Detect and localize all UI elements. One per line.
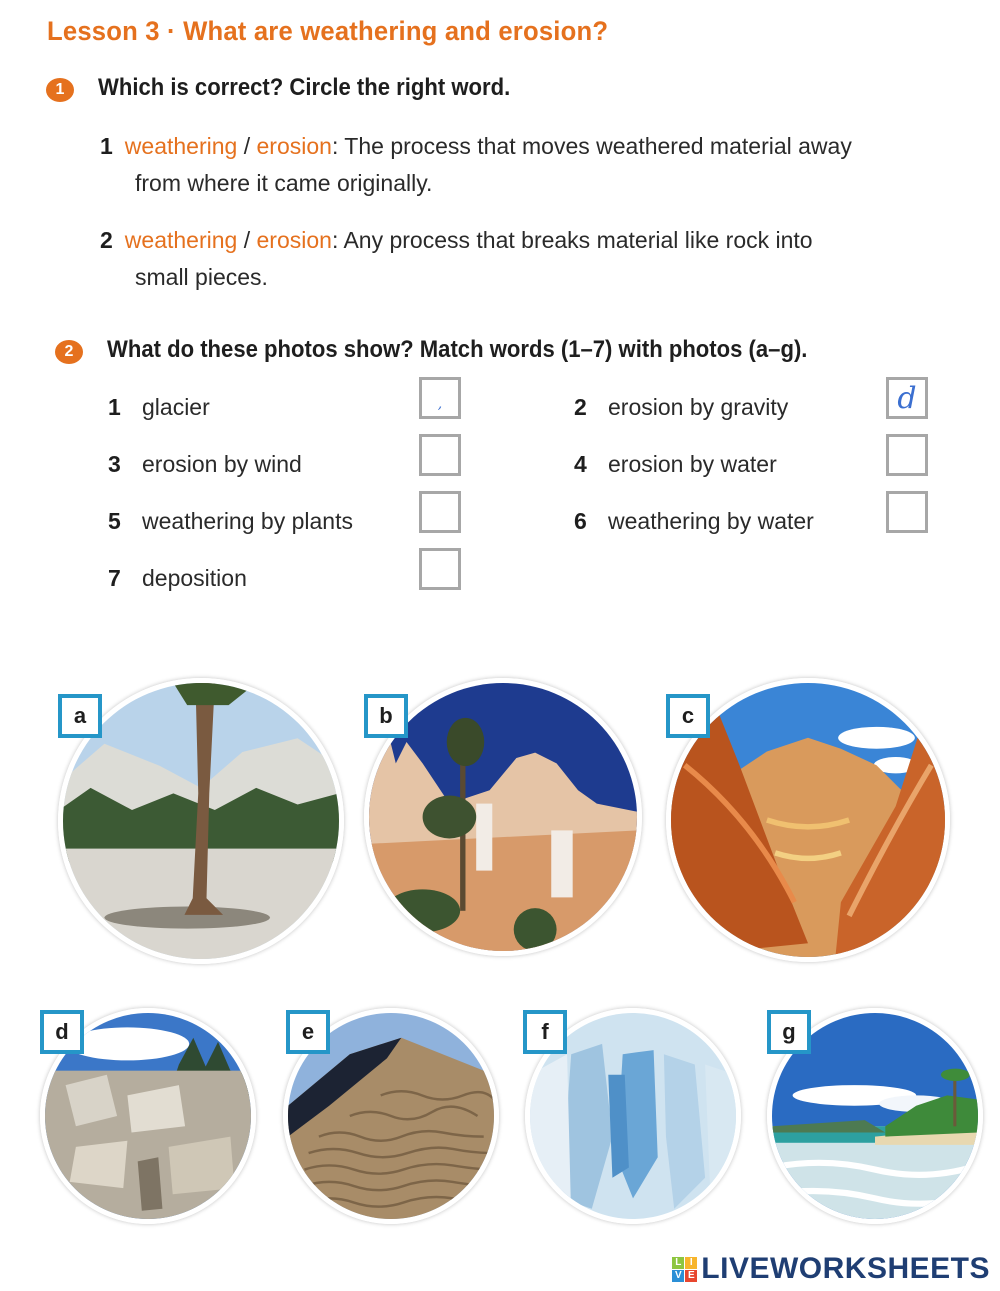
item-number: 5 — [108, 508, 121, 534]
photo-label-f: f — [523, 1010, 567, 1054]
photo-b-image — [369, 683, 637, 951]
item-text-continued: small pieces. — [135, 264, 268, 290]
answer-box-2[interactable]: d — [886, 377, 928, 419]
item-text: : The process that moves weathered material away — [331, 133, 852, 159]
item-number: 2 — [100, 227, 113, 253]
photo-c-image — [671, 683, 945, 957]
photo-a-image — [63, 683, 339, 959]
slash: / — [237, 133, 257, 159]
match-item-7 — [108, 565, 247, 592]
logo-letter: L — [672, 1257, 684, 1269]
match-item-2 — [574, 394, 788, 421]
item-label: deposition — [142, 565, 247, 591]
photo-label-d: d — [40, 1010, 84, 1054]
photo-label-b: b — [364, 694, 408, 738]
option-erosion[interactable]: erosion — [256, 133, 332, 159]
item-label: erosion by water — [608, 451, 777, 477]
answer-box-4[interactable] — [886, 434, 928, 476]
logo-letter: E — [685, 1270, 697, 1282]
match-item-1 — [108, 394, 210, 421]
option-weathering[interactable]: weathering — [124, 133, 238, 159]
answer-box-3[interactable] — [419, 434, 461, 476]
photo-label-a: a — [58, 694, 102, 738]
exercise-1-badge: 1 — [46, 78, 74, 102]
match-item-6 — [574, 508, 814, 535]
item-text: : Any process that breaks material like rock into — [331, 227, 813, 253]
item-label: weathering by plants — [142, 508, 353, 534]
answer-box-5[interactable] — [419, 491, 461, 533]
match-item-5 — [108, 508, 353, 535]
match-item-3 — [108, 451, 302, 478]
item-label: glacier — [142, 394, 210, 420]
photo-label-g: g — [767, 1010, 811, 1054]
item-number: 2 — [574, 394, 587, 420]
page-title: Lesson 3 · What are weathering and erosion? — [47, 16, 609, 46]
logo-text: LIVEWORKSHEETS — [701, 1252, 990, 1285]
option-erosion[interactable]: erosion — [256, 227, 332, 253]
item-label: erosion by gravity — [608, 394, 789, 420]
item-number: 6 — [574, 508, 587, 534]
answer-box-6[interactable] — [886, 491, 928, 533]
item-number: 3 — [108, 451, 121, 477]
item-label: erosion by wind — [142, 451, 302, 477]
photo-label-e: e — [286, 1010, 330, 1054]
option-weathering[interactable]: weathering — [124, 227, 238, 253]
exercise-2-badge: 2 — [55, 340, 83, 364]
liveworksheets-logo[interactable] — [672, 1252, 990, 1286]
photo-label-c: c — [666, 694, 710, 738]
answer-box-7[interactable] — [419, 548, 461, 590]
item-number: 1 — [108, 394, 121, 420]
answer-box-1[interactable]: , — [419, 377, 461, 419]
exercise-1-item-2 — [100, 222, 960, 296]
slash: / — [237, 227, 257, 253]
logo-icon — [672, 1257, 697, 1282]
item-label: weathering by water — [608, 508, 814, 534]
exercise-1-instruction: Which is correct? Circle the right word. — [98, 74, 511, 101]
item-text-continued: from where it came originally. — [135, 170, 433, 196]
logo-letter: V — [672, 1270, 684, 1282]
match-item-4 — [574, 451, 777, 478]
exercise-1-item-1 — [100, 128, 960, 202]
logo-letter: I — [685, 1257, 697, 1269]
item-number: 1 — [100, 133, 113, 159]
item-number: 7 — [108, 565, 121, 591]
item-number: 4 — [574, 451, 587, 477]
exercise-2-instruction: What do these photos show? Match words (1–7) with photos (a–g). — [107, 336, 808, 363]
